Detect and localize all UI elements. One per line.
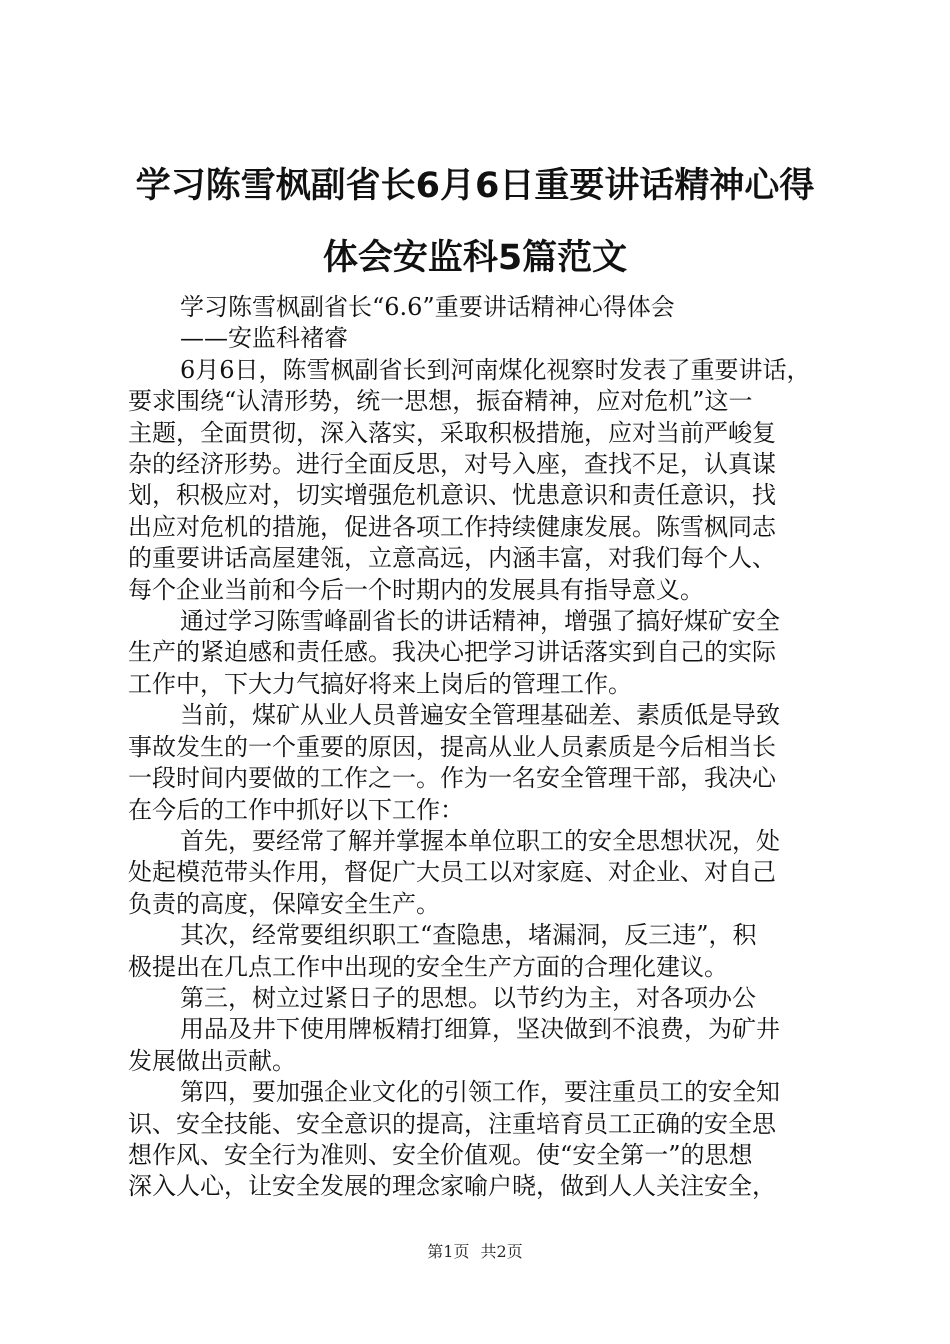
text-line: 6月6日，陈雪枫副省长到河南煤化视察时发表了重要讲话，	[180, 355, 811, 384]
text-line: 每个企业当前和今后一个时期内的发展具有指导意义。	[128, 575, 704, 604]
document-author: ——安监科褚睿	[180, 324, 348, 353]
paragraph-2-continued	[128, 637, 840, 700]
paragraph-4-continued	[128, 857, 840, 920]
document-body	[128, 292, 840, 1203]
paragraph-6	[128, 983, 840, 1014]
paragraph-5	[128, 920, 840, 951]
page-number: 第1页	[427, 1242, 470, 1261]
text-line: 一段时间内要做的工作之一。作为一名安全管理干部，我决心	[128, 764, 776, 793]
text-line: 通过学习陈雪峰副省长的讲话精神，增强了搞好煤矿安全	[180, 607, 780, 636]
text-line: 杂的经济形势。进行全面反思，对号入座，查找不足，认真谋	[128, 450, 776, 479]
text-line: 工作中，下大力气搞好将来上岗后的管理工作。	[128, 669, 632, 698]
paragraph-8-continued	[128, 1109, 840, 1203]
text-line: 要求围绕“认清形势，统一思想，振奋精神，应对危机”这一	[128, 387, 753, 416]
text-line: 划，积极应对，切实增强危机意识、忧患意识和责任意识，找	[128, 481, 776, 510]
document-subtitle: 学习陈雪枫副省长“6.6”重要讲话精神心得体会	[180, 293, 675, 321]
document-title-line-1: 学习陈雪枫副省长6月6日重要讲话精神心得	[135, 166, 815, 206]
text-line: 当前，煤矿从业人员普遍安全管理基础差、素质低是导致	[180, 701, 780, 730]
text-line: 用品及井下使用牌板精打细算，坚决做到不浪费，为矿井	[180, 1015, 780, 1044]
text-line: 的重要讲话高屋建瓴，立意高远，内涵丰富，对我们每个人、	[128, 544, 776, 573]
text-line: 想作风、安全行为准则、安全价值观。使“安全第一”的思想	[128, 1140, 753, 1169]
text-line: 生产的紧迫感和责任感。我决心把学习讲话落实到自己的实际	[128, 638, 776, 667]
paragraph-3-continued	[128, 732, 840, 826]
text-line: 负责的高度，保障安全生产。	[128, 889, 440, 918]
text-line: 在今后的工作中抓好以下工作：	[128, 795, 464, 824]
text-line: 极提出在几点工作中出现的安全生产方面的合理化建议。	[128, 952, 728, 981]
text-line: 其次，经常要组织职工“查隐患，堵漏洞，反三违”，积	[180, 921, 757, 950]
paragraph-8	[128, 1077, 840, 1108]
paragraph-3	[128, 700, 840, 731]
text-line: 深入人心，让安全发展的理念家喻户晓，做到人人关注安全，	[128, 1172, 776, 1201]
text-line: 主题，全面贯彻，深入落实，采取积极措施，应对当前严峻复	[128, 418, 776, 447]
paragraph-7	[128, 1014, 840, 1045]
text-line: 发展做出贡献。	[128, 1046, 296, 1075]
document-title-line-2: 体会安监科5篇范文	[322, 238, 628, 278]
paragraph-7-continued	[128, 1046, 840, 1077]
page-total: 共2页	[480, 1242, 523, 1261]
paragraph-4	[128, 826, 840, 857]
text-line: 出应对危机的措施，促进各项工作持续健康发展。陈雪枫同志	[128, 512, 776, 541]
page-footer	[0, 1240, 950, 1264]
text-line: 第三，树立过紧日子的思想。以节约为主，对各项办公	[180, 983, 756, 1012]
text-line: 事故发生的一个重要的原因，提高从业人员素质是今后相当长	[128, 732, 776, 761]
paragraph-1-continued	[128, 386, 840, 606]
paragraph-1	[128, 355, 840, 386]
text-line: 处起模范带头作用，督促广大员工以对家庭、对企业、对自己	[128, 858, 776, 887]
paragraph-2	[128, 606, 840, 637]
text-line: 识、安全技能、安全意识的提高，注重培育员工正确的安全思	[128, 1109, 776, 1138]
text-line: 第四，要加强企业文化的引领工作，要注重员工的安全知	[180, 1078, 780, 1107]
paragraph-5-continued	[128, 952, 840, 983]
text-line: 首先，要经常了解并掌握本单位职工的安全思想状况，处	[180, 826, 780, 855]
